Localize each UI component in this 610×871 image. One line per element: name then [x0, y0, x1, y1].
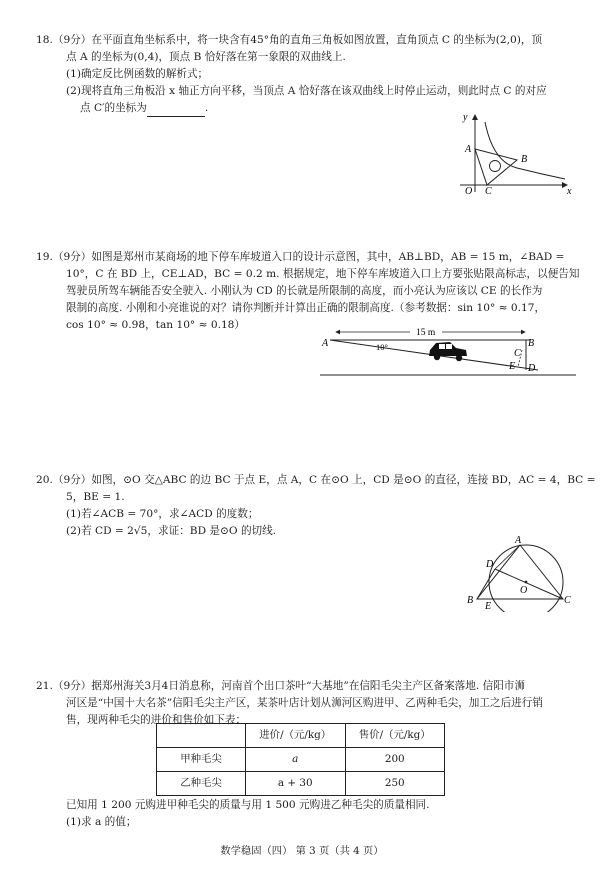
table-header-cell: 售价/（元/kg） — [345, 724, 445, 748]
table-row — [157, 748, 445, 772]
hyperbola-curve — [485, 122, 565, 179]
table-cell: a — [246, 748, 346, 772]
label-b: B — [467, 595, 474, 606]
q21-line-4: 已知用 1 200 元购进甲种毛尖的质量与用 1 500 元购进乙种毛尖的质量相同. — [66, 799, 430, 811]
label-b: B — [528, 338, 535, 349]
label-a: A — [322, 338, 329, 349]
q19-line-4: 限制的高度. 小刚和小亮谁说的对？请你判断并计算出正确的限制高度.（参考数据：sin 10° ≈ 0.17， — [66, 302, 546, 314]
q19-line-1: 19.（9分）如图是郑州市某商场的地下停车库坡道入口的设计示意图，其中，AB⊥BD，AB = 15 m，∠BAD = — [36, 251, 565, 263]
q21-sub-1: (1)求 a 的值； — [66, 816, 137, 828]
q19-line-5: cos 10° ≈ 0.98，tan 10° ≈ 0.18） — [66, 319, 246, 331]
dimension-label: 15 m — [416, 328, 436, 338]
q18-sub-1: (1)确定反比例函数的解析式； — [66, 68, 209, 80]
q19-line-2: 10°，C 在 BD 上，CE⊥AD，BC = 0.2 m. 根据规定，地下停车库坡道入口上方要张贴限高标志，以便告知 — [66, 268, 580, 280]
table-header-row — [157, 724, 445, 748]
line-bd — [477, 569, 495, 599]
label-y: y — [463, 112, 468, 123]
label-d: D — [528, 363, 536, 374]
q20-line-1: 20.（9分）如图，⊙O 交△ABC 的边 BC 于点 E，点 A，C 在⊙O 上，CD 是⊙O 的直径，连接 BD，AC = 4，BC = — [36, 474, 596, 486]
q18-line-2: 点 A 的坐标为(0,4)，顶点 B 恰好落在第一象限的双曲线上. — [66, 51, 346, 63]
table-cell: a + 30 — [246, 772, 346, 796]
table-cell: 甲种毛尖 — [157, 748, 246, 772]
q20-sub-2: (2)若 CD = 2√5，求证：BD 是⊙O 的切线. — [66, 525, 277, 537]
diameter-cd — [495, 569, 563, 599]
label-c: C — [485, 186, 492, 195]
circle-o — [489, 545, 563, 612]
q18-sub-2b — [80, 100, 208, 117]
q18-sub-2a: (2)现将直角三角板沿 x 轴正方向平移，当顶点 A 恰好落在该双曲线上时停止运动，则此时点 C 的对应 — [66, 85, 547, 97]
q21-line-2: 河区是“中国十大名茶”信阳毛尖主产区，某茶叶店计划从浉河区购进甲、乙两种毛尖，加工之后进行销 — [66, 697, 543, 709]
label-a: A — [515, 535, 522, 546]
q19-ramp-figure — [318, 320, 578, 380]
table-header-cell: 进价/（元/kg） — [246, 724, 346, 748]
q21-line-1: 21.（9分）据郑州海关3月4日消息称，河南首个出口茶叶“大基地”在信阳毛尖主产区备案落地. 信阳市浉 — [36, 680, 525, 692]
answer-blank — [147, 105, 205, 117]
label-d: D — [486, 559, 494, 570]
q20-sub-1: (1)若∠ACB = 70°，求∠ACD 的度数； — [66, 508, 259, 520]
table-cell: 乙种毛尖 — [157, 772, 246, 796]
label-c: C — [564, 595, 571, 606]
triangle-abc — [475, 149, 517, 185]
label-a: A — [465, 144, 472, 155]
table-cell: 250 — [345, 772, 445, 796]
triangle-hole — [490, 161, 501, 172]
label-o: O — [465, 186, 473, 195]
label-x: x — [567, 186, 572, 195]
label-c: C — [514, 348, 521, 359]
center-point — [525, 581, 528, 584]
table-header-cell — [157, 724, 246, 748]
table-cell: 200 — [345, 748, 445, 772]
car-icon — [429, 342, 467, 361]
label-e: E — [509, 361, 516, 372]
label-e: E — [485, 601, 492, 612]
label-b: B — [521, 154, 528, 165]
q21-line-3: 售，现两种毛尖的进价和售价如下表： — [66, 714, 247, 726]
q19-line-3: 驾驶员所驾车辆能否安全驶入. 小刚认为 CD 的长就是所限制的高度，而小亮认为应该以 CE 的长作为 — [66, 285, 543, 297]
label-o: O — [520, 585, 528, 596]
q18-sub-2-end: . — [204, 102, 209, 114]
q20-circle-figure — [462, 530, 574, 612]
q18-line-1: 18.（9分）在平面直角坐标系中，将一块含有45°角的直角三角板如图放置，直角顶点 C 的坐标为(2,0)，顶 — [36, 34, 543, 46]
q18-coordinate-figure — [455, 110, 575, 195]
angle-label: 10° — [376, 342, 388, 352]
price-table — [156, 723, 445, 796]
table-row — [157, 772, 445, 796]
page-footer: 数学稳固（四） 第 3 页（共 4 页） — [220, 845, 384, 857]
q18-sub-2b-text: 点 C′的坐标为 — [80, 102, 147, 114]
q20-line-2: 5，BE = 1. — [66, 491, 125, 503]
